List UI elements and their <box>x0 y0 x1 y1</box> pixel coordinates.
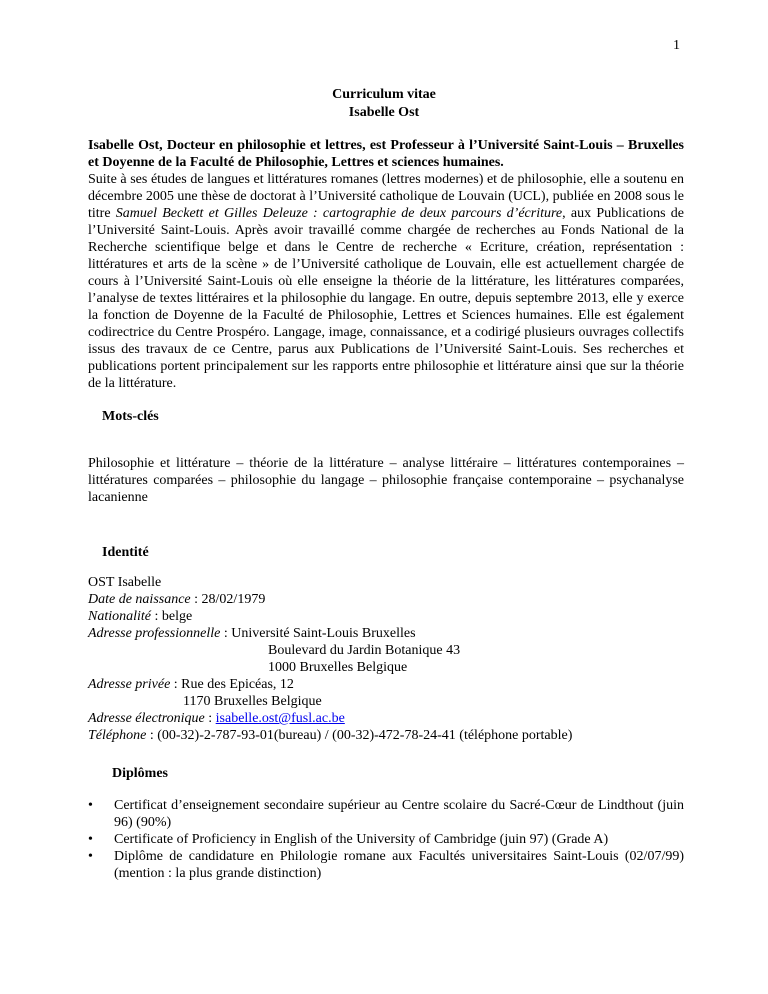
bullet-icon: • <box>88 832 93 847</box>
email-link[interactable]: isabelle.ost@fusl.ac.be <box>215 711 345 726</box>
diploma-item <box>88 797 684 831</box>
identity-heading: Identité <box>102 545 149 560</box>
nationality-label: Nationalité <box>88 609 151 624</box>
book-title: Samuel Beckett et Gilles Deleuze : cartographie de deux parcours d’écriture <box>115 206 563 221</box>
diploma-item <box>88 831 684 848</box>
phone-row <box>88 727 684 744</box>
private-address-line2: 1170 Bruxelles Belgique <box>183 694 322 709</box>
intro-lead-name: Isabelle Ost <box>88 138 160 153</box>
title-line-cv: Curriculum vitae <box>332 87 436 102</box>
intro-section <box>88 137 684 392</box>
work-address-label: Adresse professionnelle <box>88 626 221 641</box>
diploma-item <box>88 848 684 882</box>
identity-name: OST Isabelle <box>88 575 162 590</box>
email-label: Adresse électronique <box>88 711 205 726</box>
phone-value: : (00-32)-2-787-93-01(bureau) / (00-32)-472-78-24-41 (téléphone portable) <box>146 728 573 743</box>
private-address-row <box>88 676 684 693</box>
intro-text-1: Suite à ses études de langues et littératures romanes (lettres modernes) et de philosophie, elle a soutenu en décembre 2005 une thèse de doctorat à l’Université catholique de Louvain (UCL), publiée en 2008 sous le titre <box>88 172 684 221</box>
document-title <box>0 86 768 122</box>
nationality-row <box>88 608 684 625</box>
diplomas-list <box>88 797 684 882</box>
intro-lead-rest: , Docteur en philosophie et lettres, est Professeur à l’Université Saint-Louis – Bruxelles et Doyenne de la Faculté de Philosophie, Lettres et sciences humaines. <box>88 138 685 170</box>
title-line-name: Isabelle Ost <box>348 105 420 120</box>
diplomas-section <box>88 797 684 882</box>
diploma-text: Certificat d’enseignement secondaire supérieur au Centre scolaire du Sacré-Cœur de Lindthout (juin 96) (90%) <box>114 798 684 830</box>
private-address-line1: : Rue des Epicéas, 12 <box>170 677 294 692</box>
diploma-text: Certificate of Proficiency in English of the University of Cambridge (juin 97) (Grade A) <box>114 832 609 847</box>
private-address-label: Adresse privée <box>88 677 171 692</box>
birth-date-label: Date de naissance <box>88 592 191 607</box>
nationality-value: : belge <box>151 609 193 624</box>
birth-date-row <box>88 591 684 608</box>
diploma-text: Diplôme de candidature en Philologie romane aux Facultés universitaires Saint-Louis (02/07/99) (mention : la plus grande distinction) <box>114 849 684 881</box>
email-sep: : <box>204 711 216 726</box>
bullet-icon: • <box>88 849 93 864</box>
bullet-icon: • <box>88 798 93 813</box>
keywords-text: Philosophie et littérature – théorie de la littérature – analyse littéraire – littératures contemporaines – littératures comparées – philosophie du langage – philosophie française contemporaine – psychanalyse lacanienne <box>88 456 684 505</box>
intro-paragraph <box>88 171 684 392</box>
work-address-line2: Boulevard du Jardin Botanique 43 <box>268 643 461 658</box>
page-number: 1 <box>673 38 680 53</box>
intro-text-2: , aux Publications de l’Université Saint-Louis. Après avoir travaillé comme chargée de recherches au Fonds National de la Recherche scientifique belge et dans le Centre de recherche « Ecriture, création, représentation : littératures et arts de la scène » de l’Université catholique de Louvain, elle est actuellement chargée de cours à l’Université Saint-Louis où elle enseigne la théorie de la littérature, les littératures comparées, l’analyse de textes littéraires et la philosophie du langage. En outre, depuis septembre 2013, elle y exerce la fonction de Doyenne de la Faculté de Philosophie, Lettres et Sciences humaines. Elle est également codirectrice du Centre Prospéro. Langage, image, connaissance, et a codirigé plusieurs ouvrages collectifs issus des travaux de ce Centre, parus aux Publications de l’Université Saint-Louis. Ses recherches et publications portent principalement sur les rapports entre philosophie et littérature ainsi que sur la théorie de la littérature. <box>88 206 685 391</box>
identity-section <box>88 574 684 744</box>
intro-lead <box>88 137 684 171</box>
work-address-line1: : Université Saint-Louis Bruxelles <box>220 626 416 641</box>
diplomas-heading: Diplômes <box>112 766 168 781</box>
keywords-heading: Mots-clés <box>102 409 159 424</box>
work-address-line3: 1000 Bruxelles Belgique <box>268 660 408 675</box>
phone-label: Téléphone <box>88 728 147 743</box>
work-address-row <box>88 625 684 642</box>
email-row <box>88 710 684 727</box>
birth-date-value: : 28/02/1979 <box>190 592 266 607</box>
